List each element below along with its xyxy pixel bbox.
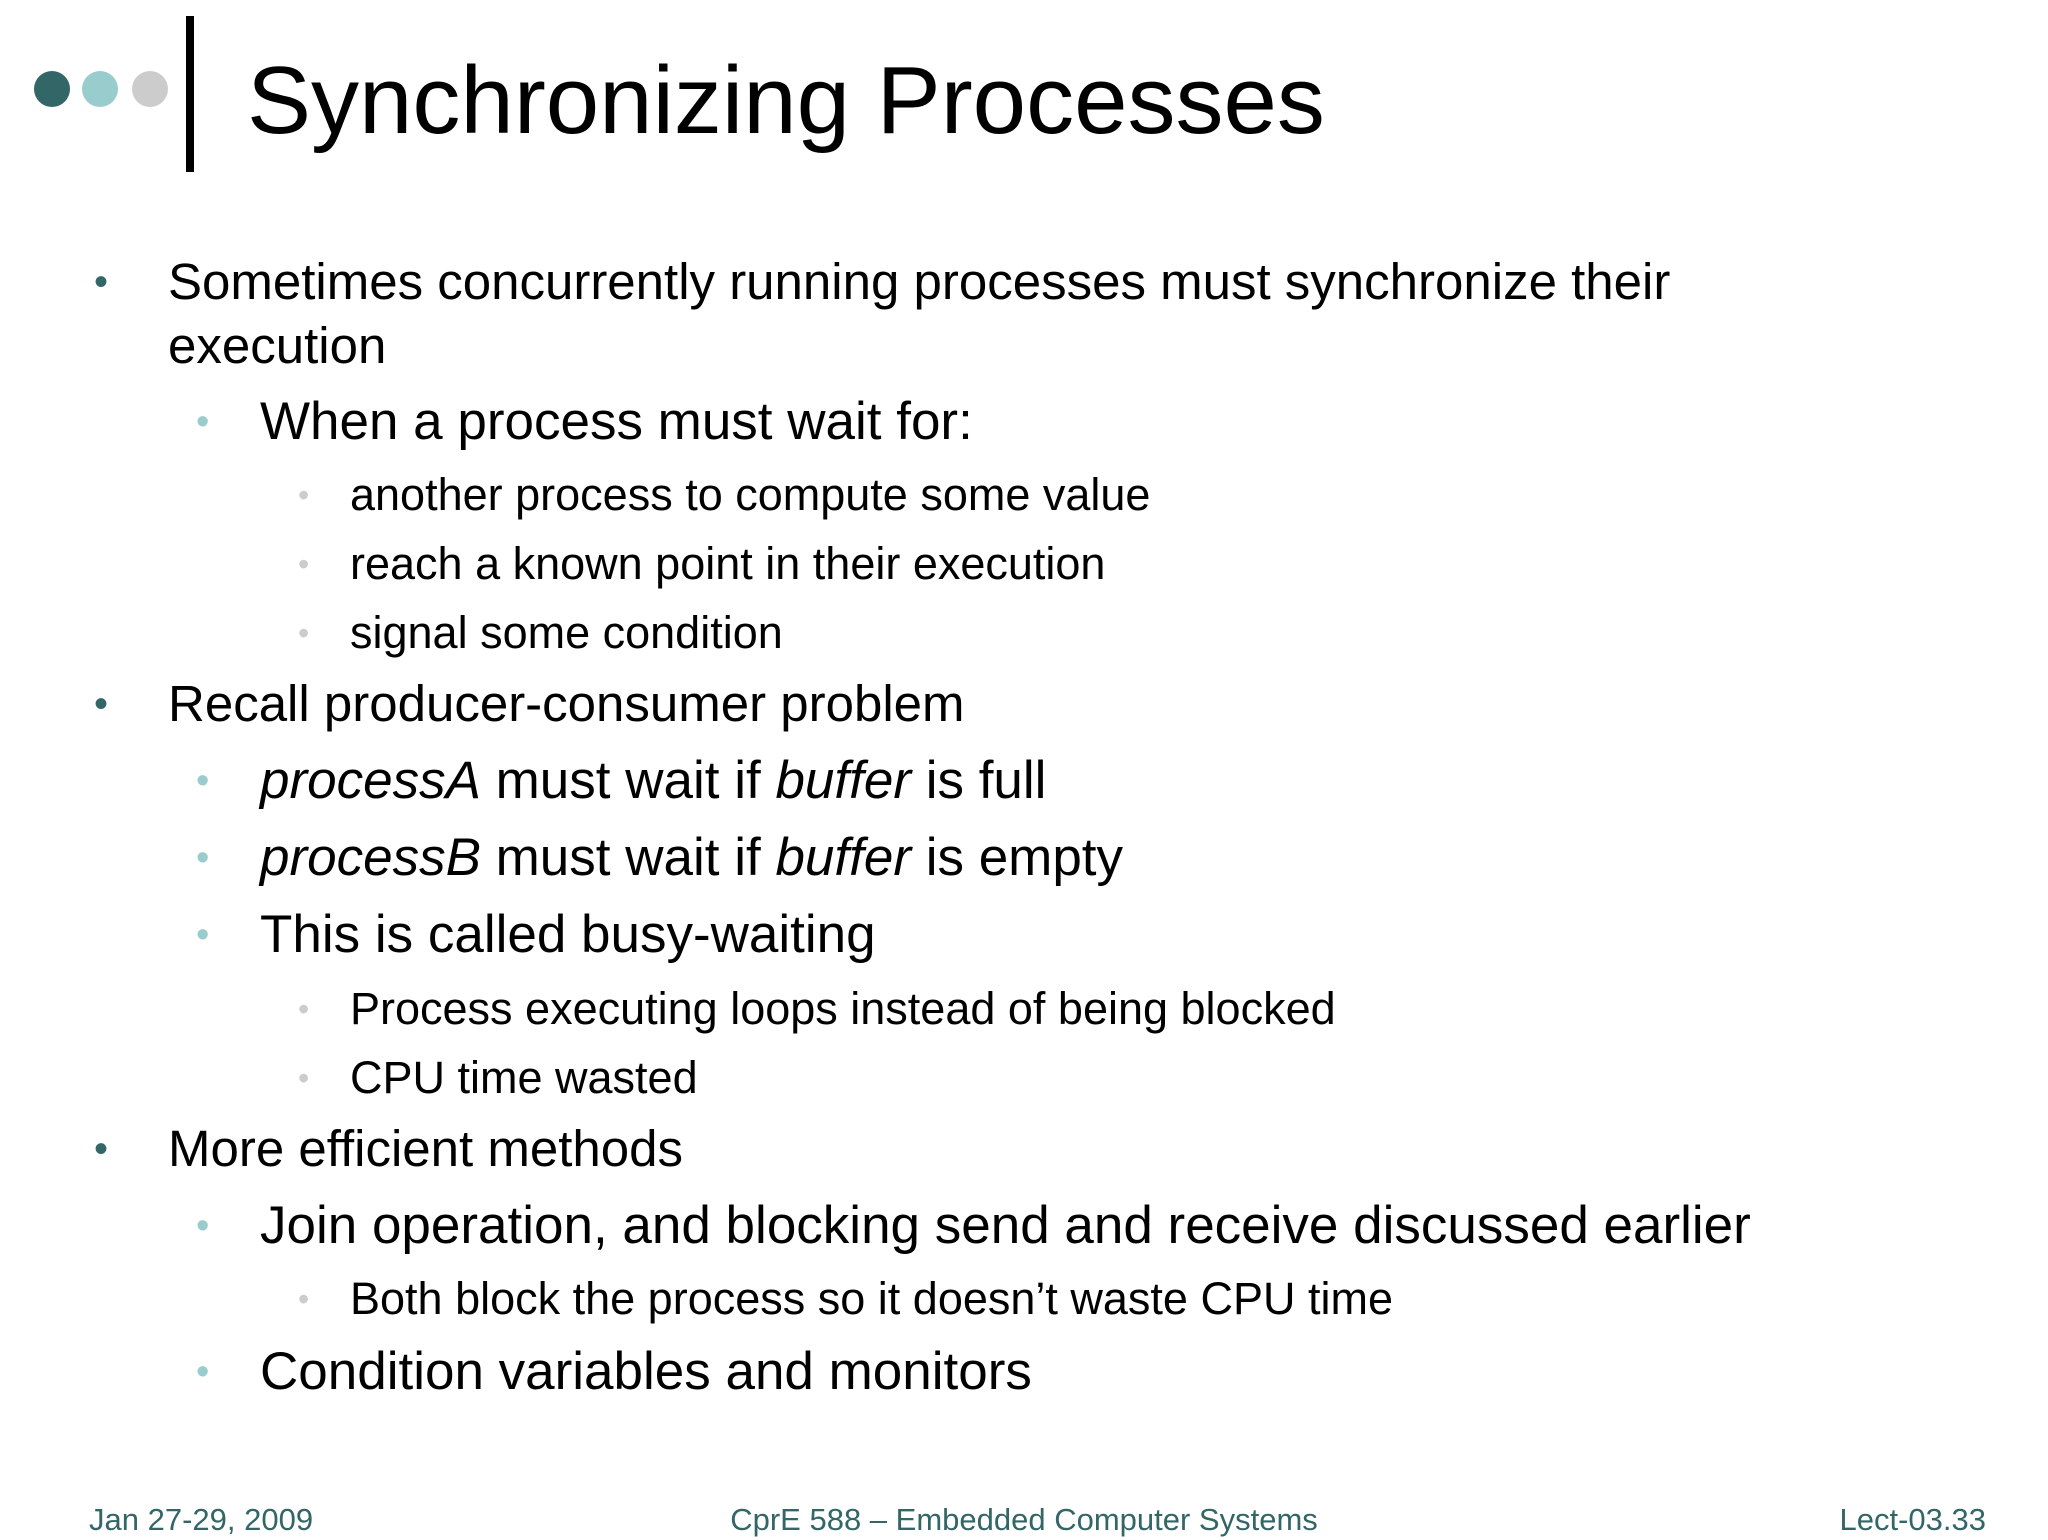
bullet-dot-icon: • <box>94 260 109 304</box>
sub-bullet-item <box>196 1194 1751 1258</box>
bullet-dot-icon: • <box>298 546 310 582</box>
sub-bullet-text: This is called busy-waiting <box>260 905 876 964</box>
bullet-dot-icon: • <box>298 1281 310 1317</box>
sub-sub-bullet-text: Process executing loops instead of being blocked <box>350 983 1336 1034</box>
sub-sub-bullet-item <box>298 466 1151 524</box>
bullet-dot-icon: • <box>94 1127 109 1171</box>
footer-course: CprE 588 – Embedded Computer Systems <box>730 1502 1318 1537</box>
bullet-dot-icon: • <box>298 991 310 1027</box>
sub-bullet-item <box>196 749 1047 813</box>
code-term: processB <box>260 828 481 887</box>
bullet-dot-icon: • <box>196 1351 210 1393</box>
sub-sub-bullet-item <box>298 535 1106 593</box>
code-term: processA <box>260 751 481 810</box>
sub-bullet-text <box>260 826 1123 890</box>
sub-sub-bullet-text: another process to compute some value <box>350 469 1151 520</box>
sub-sub-bullet-item <box>298 1270 1393 1328</box>
sub-bullet-text: Join operation, and blocking send and receive discussed earlier <box>260 1196 1751 1255</box>
slide-title: Synchronizing Processes <box>247 47 1325 154</box>
sub-sub-bullet-text: CPU time wasted <box>350 1052 698 1103</box>
bullet-dot-icon: • <box>298 1060 310 1096</box>
bullet-text: Sometimes concurrently running processes must synchronize their <box>168 253 1671 310</box>
bullet-item <box>94 1117 683 1181</box>
sub-bullet-text: When a process must wait for: <box>260 392 973 451</box>
bullet-text: More efficient methods <box>168 1120 683 1177</box>
sub-bullet-item <box>196 390 973 454</box>
bullet-item <box>94 672 965 736</box>
sub-sub-bullet-item <box>298 1049 698 1107</box>
bullet-dot-icon: • <box>298 615 310 651</box>
bullet-dot-icon: • <box>298 477 310 513</box>
sub-sub-bullet-text: signal some condition <box>350 607 783 658</box>
sub-bullet-item <box>196 903 876 967</box>
sub-bullet-text <box>260 749 1046 813</box>
bullet-text: Recall producer-consumer problem <box>168 675 965 732</box>
sub-bullet-item <box>196 826 1124 890</box>
text-fragment: is empty <box>910 828 1124 887</box>
bullet-dot-icon: • <box>196 401 210 443</box>
sub-bullet-item <box>196 1340 1032 1404</box>
footer-date: Jan 27-29, 2009 <box>89 1502 314 1537</box>
bullet-dot-icon: • <box>94 682 109 726</box>
sub-sub-bullet-text: reach a known point in their execution <box>350 538 1106 589</box>
bullet-dot-icon: • <box>196 837 210 879</box>
sub-sub-bullet-item <box>298 980 1336 1038</box>
text-fragment: must wait if <box>480 751 776 810</box>
sub-bullet-text: Condition variables and monitors <box>260 1342 1032 1401</box>
bullet-text: execution <box>168 317 387 374</box>
bullet-dot-icon: • <box>196 760 210 802</box>
sub-sub-bullet-text: Both block the process so it doesn’t waste CPU time <box>350 1273 1393 1324</box>
text-fragment: is full <box>910 751 1047 810</box>
bullet-dot-icon: • <box>196 914 210 956</box>
code-term: buffer <box>775 828 911 887</box>
bullet-item <box>94 250 1671 378</box>
code-term: buffer <box>775 751 911 810</box>
footer-slide-number: Lect-03.33 <box>1839 1502 1986 1537</box>
text-fragment: must wait if <box>480 828 776 887</box>
bullet-dot-icon: • <box>196 1205 210 1247</box>
sub-sub-bullet-item <box>298 604 783 662</box>
